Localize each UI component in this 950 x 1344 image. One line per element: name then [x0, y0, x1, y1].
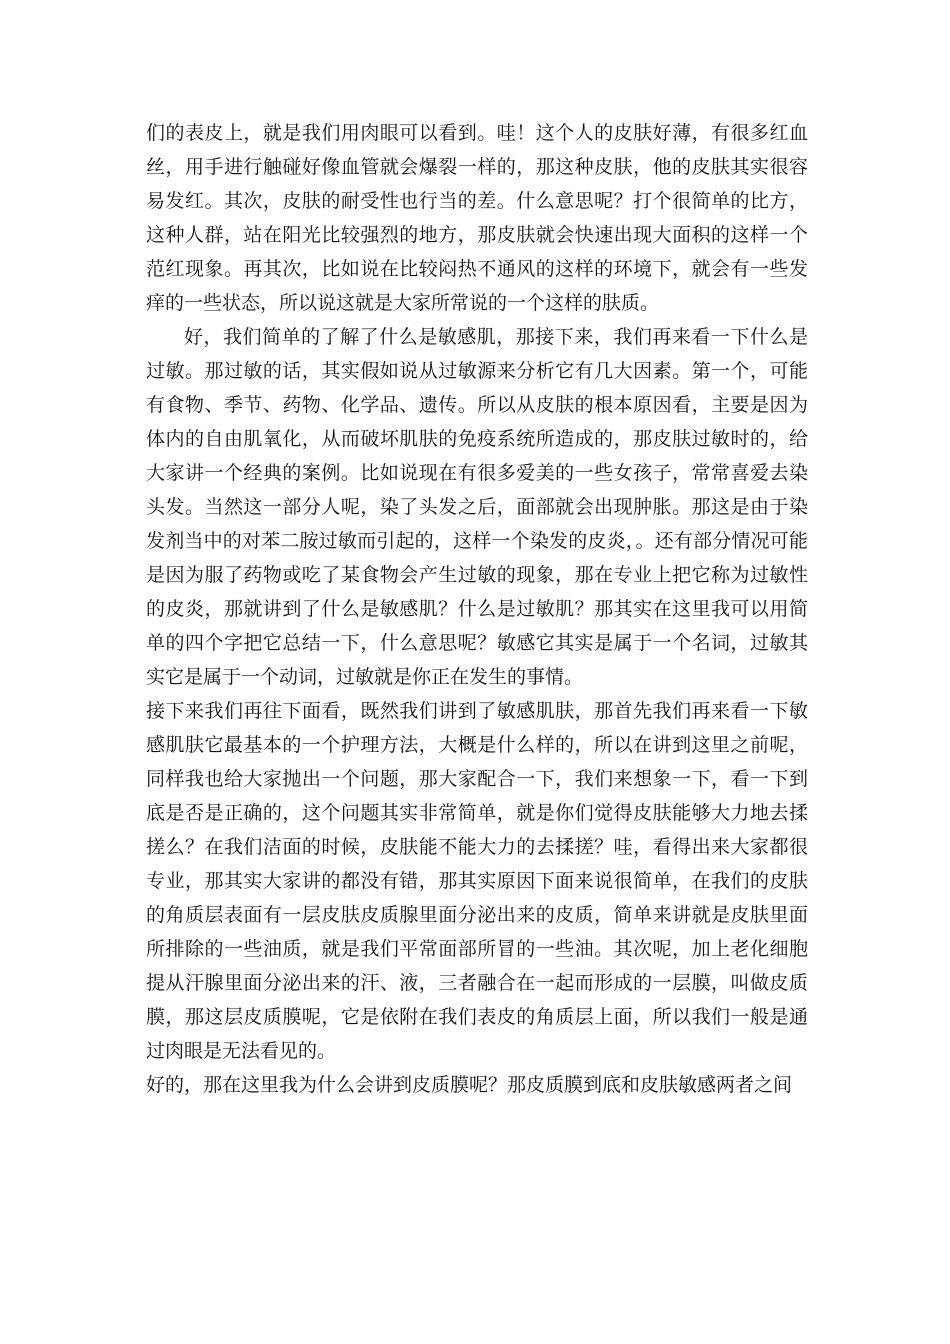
- paragraph-1: 们的表皮上，就是我们用肉眼可以看到。哇！这个人的皮肤好薄，有很多红血丝，用手进行触碰好像血管就会爆裂一样的，那这种皮肤，他的皮肤其实很容易发红。其次，皮肤的耐受性也行当的差。什么意思呢？打个很简单的比方，这种人群，站在阳光比较强烈的地方，那皮肤就会快速出现大面积的这样一个范红现象。再其次，比如说在比较闷热不通风的这样的环境下，就会有一些发痒的一些状态，所以说这就是大家所常说的一个这样的肤质。: [146, 122, 808, 314]
- document-body: [146, 116, 808, 1102]
- paragraph-2: 好，我们简单的了解了什么是敏感肌，那接下来，我们再来看一下什么是过敏。那过敏的话，其实假如说从过敏源来分析它有几大因素。第一个，可能有食物、季节、药物、化学品、遗传。所以从皮肤的根本原因看，主要是因为体内的自由肌氧化，从而破坏肌肤的免疫系统所造成的，那皮肤过敏时的，给大家讲一个经典的案例。比如说现在有很多爱美的一些女孩子，常常喜爱去染头发。当然这一部分人呢，染了头发之后，面部就会出现肿胀。那这是由于染发剂当中的对苯二胺过敏而引起的，这样一个染发的皮炎，。还有部分情况可能是因为服了药物或吃了某食物会产生过敏的现象，那在专业上把它称为过敏性的皮炎，那就讲到了什么是敏感肌？什么是过敏肌？那其实在这里我可以用简单的四个字把它总结一下，什么意思呢？敏感它其实是属于一个名词，过敏其实它是属于一个动词，过敏就是你正在发生的事情。: [146, 326, 808, 688]
- paragraph-3: 接下来我们再往下面看，既然我们讲到了敏感肌肤，那首先我们再来看一下敏感肌肤它最基本的一个护理方法，大概是什么样的，所以在讲到这里之前呢，同样我也给大家抛出一个问题，那大家配合一下，我们来想象一下，看一下到底是否是正确的，这个问题其实非常简单，就是你们觉得皮肤能够大力地去揉搓么？在我们洁面的时候，皮肤能不能大力的去揉搓？哇，看得出来大家都很专业，那其实大家讲的都没有错，那其实原因下面来说很简单，在我们的皮肤的角质层表面有一层皮肤皮质腺里面分泌出来的皮质，简单来讲就是皮肤里面所排除的一些油质，就是我们平常面部所冒的一些油。其次呢，加上老化细胞提从汗腺里面分泌出来的汗、液，三者融合在一起而形成的一层膜，叫做皮质膜，那这层皮质膜呢，它是依附在我们表皮的角质层上面，所以我们一般是通过肉眼是无法看见的。: [146, 700, 808, 1062]
- paragraph-4: 好的，那在这里我为什么会讲到皮质膜呢？那皮质膜到底和皮肤敏感两者之间: [146, 1074, 793, 1096]
